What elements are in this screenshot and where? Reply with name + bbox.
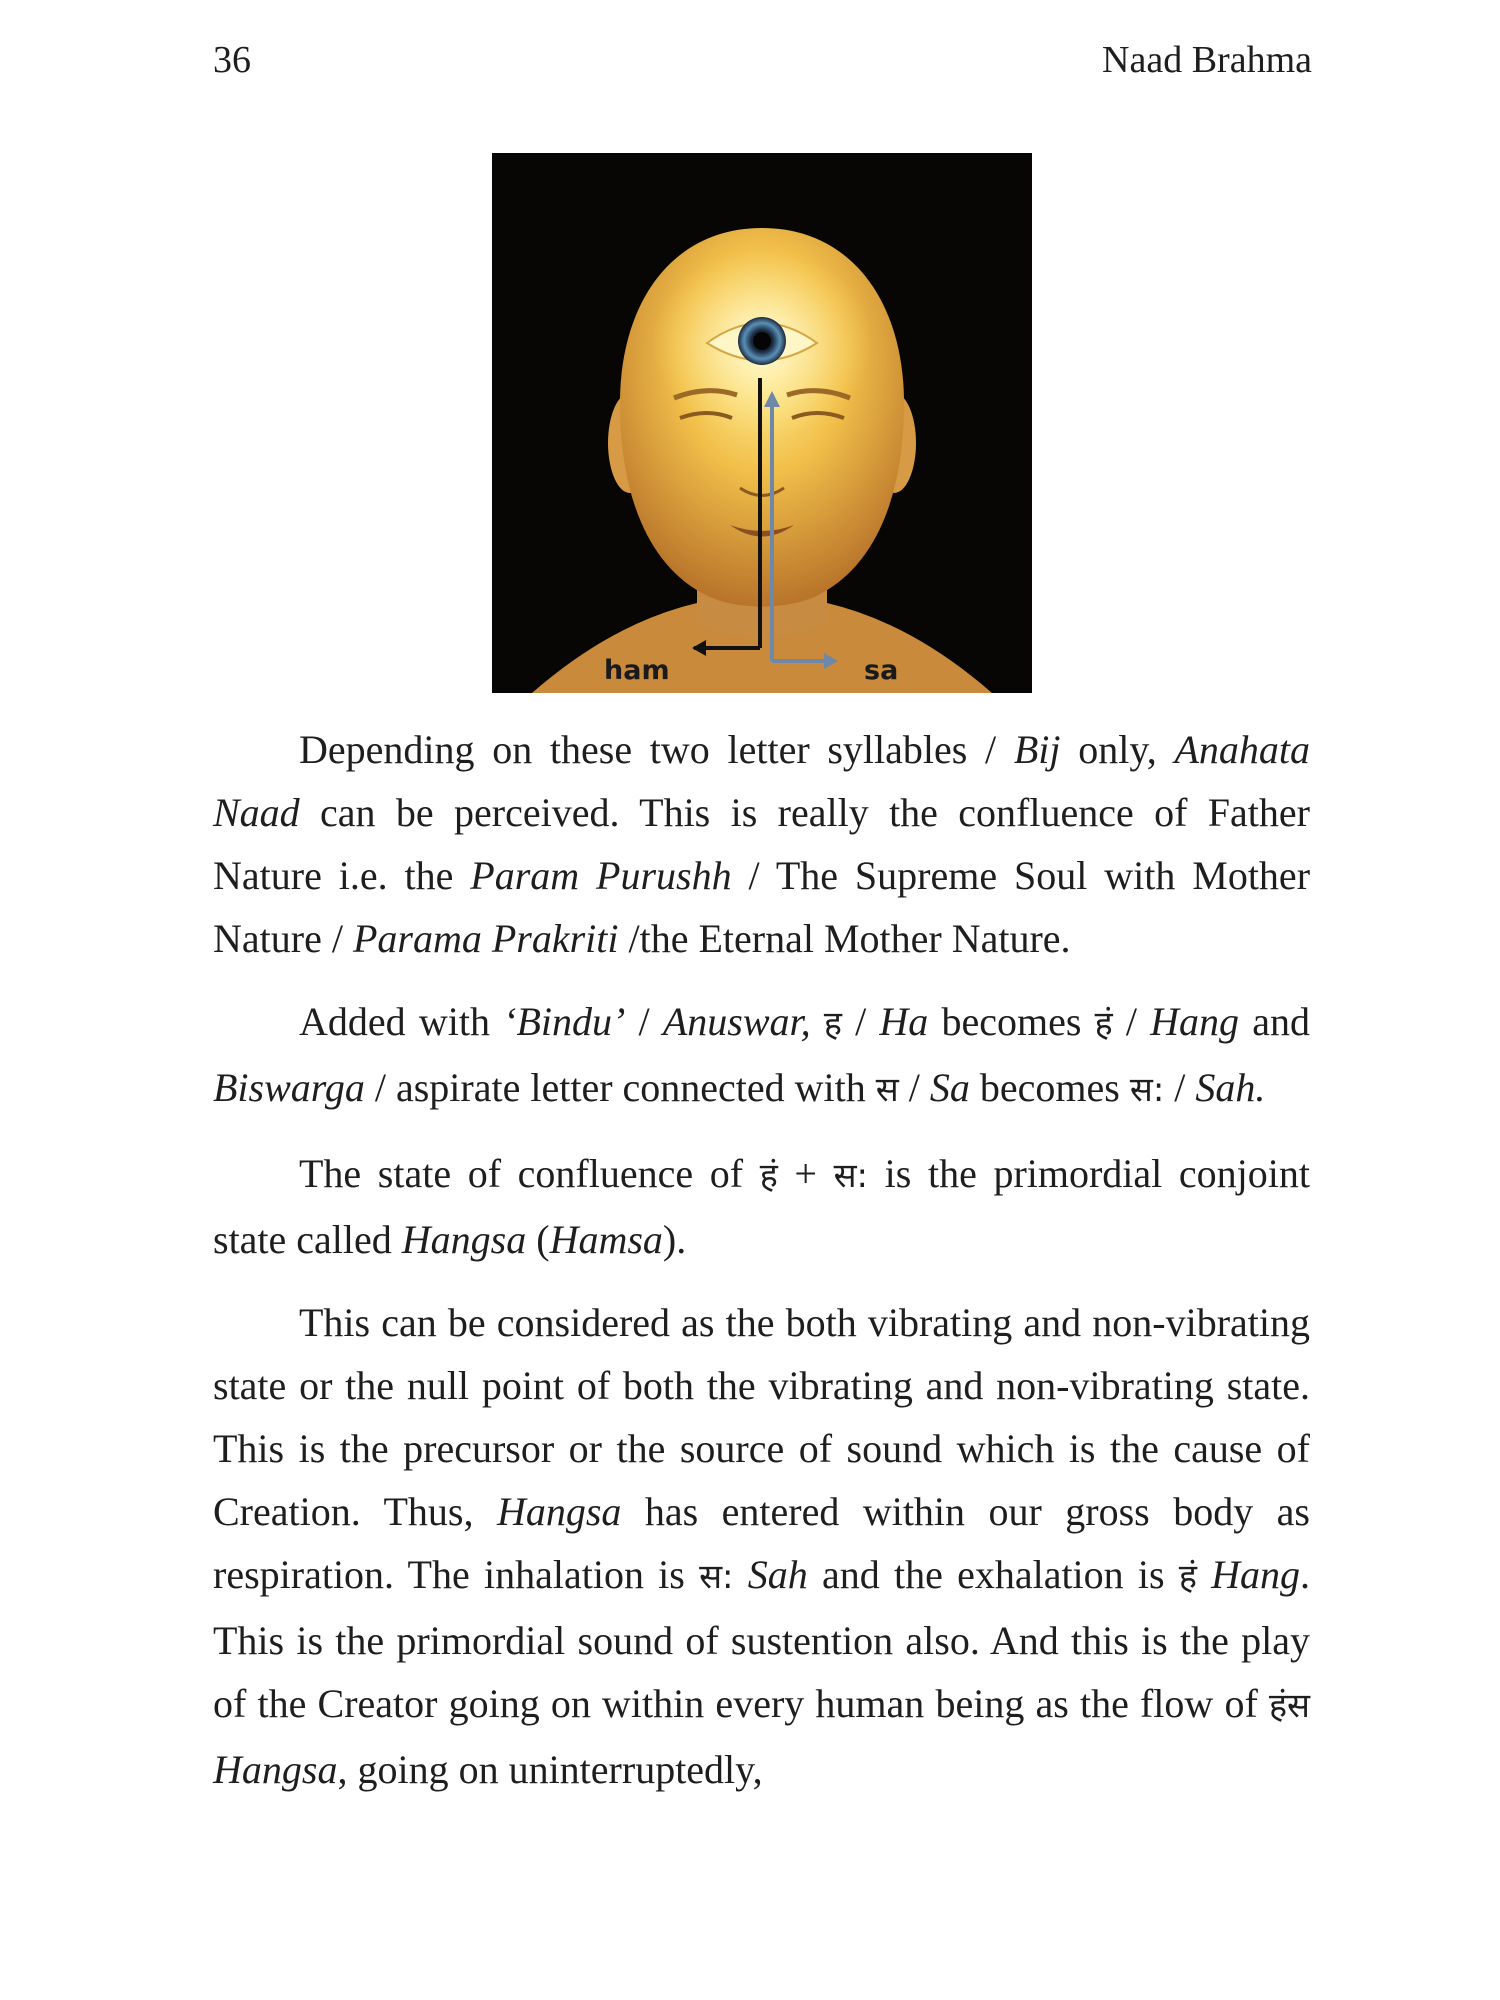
italic-term: Hangsa <box>213 1747 338 1792</box>
page-number: 36 <box>213 39 251 81</box>
italic-term: Sah <box>747 1552 808 1597</box>
running-title: Naad Brahma <box>1102 39 1312 81</box>
paragraph <box>213 1291 1310 1801</box>
italic-term: Sah. <box>1195 1065 1266 1110</box>
devanagari-text: स: <box>699 1557 734 1597</box>
devanagari-text: स: <box>1129 1070 1165 1110</box>
italic-term: Anahata Naad <box>213 727 1310 835</box>
text-run: / <box>625 999 663 1044</box>
text-run: only, <box>1060 727 1175 772</box>
text-run <box>734 1552 748 1597</box>
text-run: ( <box>526 1217 550 1262</box>
italic-term: Bij <box>1013 727 1061 772</box>
third-eye-pupil <box>753 332 771 350</box>
text-run: is the primordial conjoint state called <box>213 1151 1311 1262</box>
label-ham: ham <box>604 655 670 686</box>
devanagari-text: हंस <box>1268 1686 1310 1726</box>
italic-term: Ha <box>879 999 929 1044</box>
label-sa: sa <box>864 655 899 686</box>
text-run: /the Eternal Mother Nature. <box>618 916 1071 961</box>
italic-term: Hang <box>1150 999 1240 1044</box>
italic-term: Anuswar, <box>662 999 811 1044</box>
italic-term: Hangsa <box>496 1489 622 1534</box>
paragraph <box>213 990 1310 1122</box>
devanagari-text: हं <box>1178 1557 1197 1597</box>
text-run: / <box>1112 999 1151 1044</box>
italic-term: ‘Bindu’ <box>503 999 626 1044</box>
italic-term: Sa <box>929 1065 970 1110</box>
third-eye-illustration <box>492 153 1032 693</box>
italic-term: Biswarga <box>213 1065 365 1110</box>
text-run: + <box>777 1151 834 1196</box>
text-run: / <box>841 999 880 1044</box>
text-run: The state of confluence of <box>299 1151 760 1196</box>
text-run: This can be considered as the both vibrating and non-vibrating state or the null point of both the vibrating and non-vibrating state. This is the precursor or the source of sound which is the cause of Creation. Thus, <box>213 1300 1310 1534</box>
devanagari-text: हं <box>759 1156 778 1196</box>
text-run: becomes <box>969 1065 1130 1110</box>
text-run: . This is the primordial sound of sustention also. And this is the play of the Creator going on within every human being as the flow of <box>213 1552 1310 1726</box>
text-run: and <box>1239 999 1311 1044</box>
body-text <box>213 718 1310 1801</box>
text-run: / The Supreme Soul with Mother Nature / <box>213 853 1311 961</box>
text-run: Added with <box>299 999 504 1044</box>
text-run: can be perceived. This is really the confluence of Father Nature i.e. the <box>213 790 1310 898</box>
devanagari-text: हं <box>1094 1004 1113 1044</box>
face-figure-svg <box>492 153 1032 693</box>
text-run: has entered within our gross body as respiration. The inhalation is <box>213 1489 1310 1597</box>
text-run: and the exhalation is <box>807 1552 1179 1597</box>
italic-term: Param Purushh <box>470 853 732 898</box>
italic-term: Hangsa <box>401 1217 527 1262</box>
text-run <box>811 999 824 1044</box>
text-run: , going on uninterruptedly, <box>337 1747 763 1792</box>
italic-term: Hang <box>1211 1552 1300 1597</box>
text-run: Depending on these two letter syllables / <box>299 727 1014 772</box>
text-run: / aspirate letter connected with <box>364 1065 876 1110</box>
italic-term: Hamsa <box>549 1217 663 1262</box>
text-run: becomes <box>928 999 1095 1044</box>
text-run <box>1197 1552 1211 1597</box>
text-run: ). <box>662 1217 687 1262</box>
devanagari-text: स <box>875 1070 899 1110</box>
paragraph <box>213 718 1310 970</box>
text-run: / <box>1164 1065 1196 1110</box>
text-run: / <box>898 1065 930 1110</box>
italic-term: Parama Prakriti <box>352 916 619 961</box>
paragraph <box>213 1142 1310 1271</box>
devanagari-text: ह <box>823 1004 842 1044</box>
devanagari-text: स: <box>833 1156 869 1196</box>
